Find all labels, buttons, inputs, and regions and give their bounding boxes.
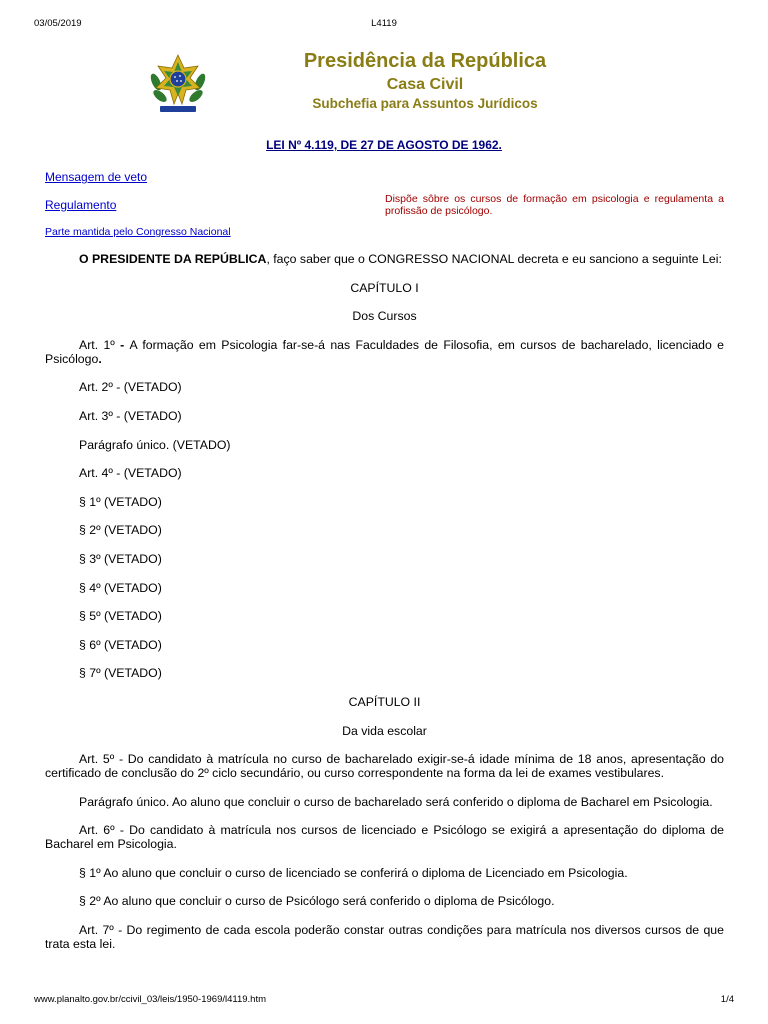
chapter-2-heading: CAPÍTULO II (348, 694, 421, 709)
masthead-subheading: Subchefia para Assuntos Jurídicos (312, 96, 538, 111)
article-paragraph: § 1º Ao aluno que concluir o curso de licenciado se conferirá o diploma de Licenciado em Psicologia. (79, 865, 628, 880)
article-paragraph: Art. 7º - Do regimento de cada escola poderão constar outras condições para matrícula nos diversos cursos de que trata esta lei. (45, 923, 724, 952)
preamble-rest: , faço saber que o CONGRESSO NACIONAL decreta e eu sanciono a seguinte Lei: (266, 252, 722, 266)
article-paragraph: § 2º Ao aluno que concluir o curso de Psicólogo será conferido o diploma de Psicólogo. (79, 894, 555, 909)
article-1-end: . (98, 351, 102, 366)
coat-of-arms-icon (146, 52, 210, 116)
article-paragraph: Art. 6º - Do candidato à matrícula nos cursos de licenciado e Psicólogo se exigirá a apresentação do diploma de Bacharel em Psicologia. (45, 823, 724, 852)
page-url: www.planalto.gov.br/ccivil_03/leis/1950-1969/l4119.htm (34, 994, 267, 1005)
vetoed-item: § 2º (VETADO) (79, 523, 162, 538)
vetoed-item: Art. 4º - (VETADO) (79, 466, 182, 481)
article-1-dash: - (114, 337, 130, 352)
page-number: 1/4 (720, 994, 734, 1005)
veto-message-link[interactable]: Mensagem de veto (45, 170, 148, 184)
vetoed-item: Art. 3º - (VETADO) (79, 408, 182, 423)
vetoed-item: § 1º (VETADO) (79, 494, 162, 509)
vetoed-item: § 5º (VETADO) (79, 609, 162, 624)
vetoed-item: § 7º (VETADO) (79, 666, 162, 681)
masthead-subtitle: Casa Civil (386, 76, 464, 93)
article-paragraph: Art. 5º - Do candidato à matrícula no curso de bacharelado exigir-se-á idade mínima de 18 anos, apresentação do certificado de conclusão do 2º ciclo secundário, ou curso correspondente na forma da lei de exames vestibulares. (45, 752, 724, 781)
masthead-title: Presidência da República (303, 50, 547, 72)
article-paragraph: Parágrafo único. Ao aluno que concluir o curso de bacharelado será conferido o diploma de Bacharel em Psicologia. (79, 794, 713, 809)
vetoed-item: Parágrafo único. (VETADO) (79, 437, 231, 452)
chapter-1-heading: CAPÍTULO I (350, 280, 419, 295)
law-summary: Dispõe sôbre os cursos de formação em psicologia e regulamenta a profissão de psicólogo. (385, 193, 724, 217)
vetoed-item: § 3º (VETADO) (79, 551, 162, 566)
kept-part-link[interactable]: Parte mantida pelo Congresso Nacional (45, 226, 231, 238)
vetoed-item: § 6º (VETADO) (79, 637, 162, 652)
print-doc-title: L4119 (371, 18, 397, 29)
regulation-link[interactable]: Regulamento (45, 198, 117, 212)
chapter-2-title: Da vida escolar (342, 723, 427, 738)
law-title[interactable]: LEI Nº 4.119, DE 27 DE AGOSTO DE 1962. (266, 138, 502, 152)
chapter-1-title: Dos Cursos (352, 309, 417, 324)
law-body (45, 252, 724, 966)
preamble-bold: O PRESIDENTE DA REPÚBLICA (79, 252, 267, 266)
vetoed-item: Art. 2º - (VETADO) (79, 380, 182, 395)
article-1-text: A formação em Psicologia far-se-á nas Faculdades de Filosofia, em cursos de bacharelado, licenciado e Psicólogo (45, 337, 724, 366)
article-1 (45, 338, 724, 366)
vetoed-item: § 4º (VETADO) (79, 580, 162, 595)
preamble (45, 252, 724, 266)
article-1-label: Art. 1º (79, 337, 115, 352)
print-date: 03/05/2019 (34, 18, 82, 29)
